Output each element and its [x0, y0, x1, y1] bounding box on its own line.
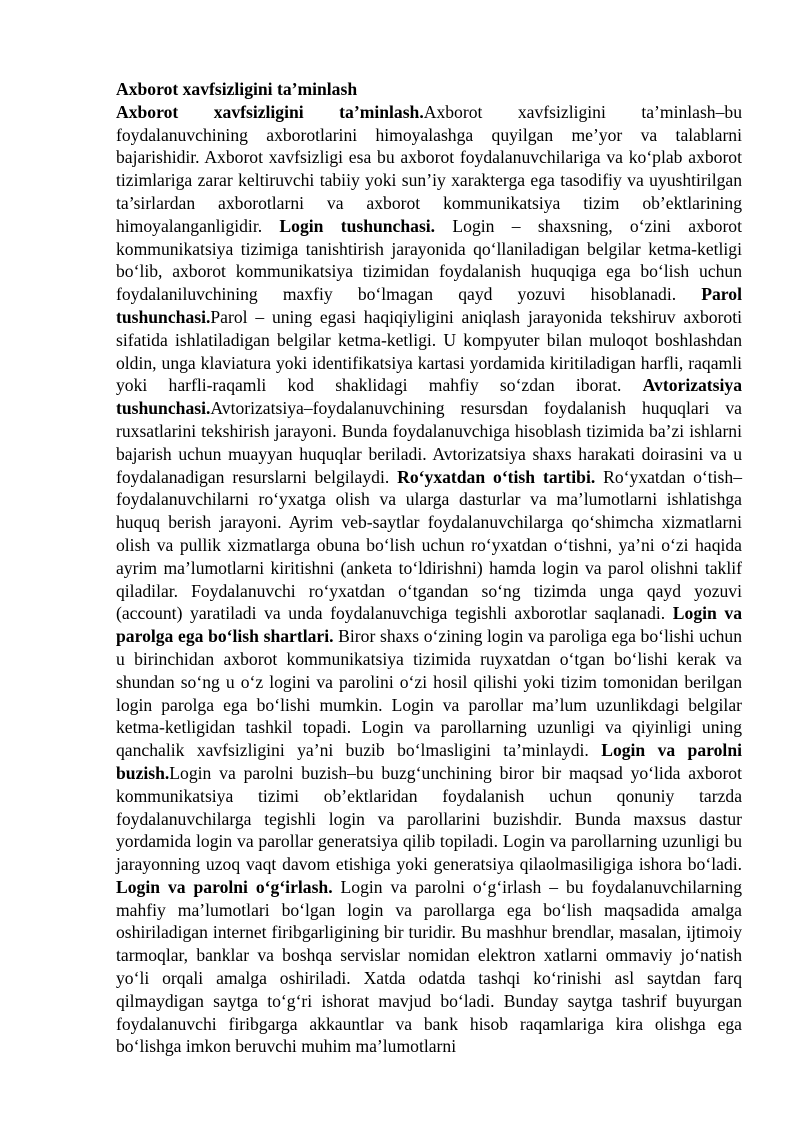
body-paragraph [116, 101, 742, 1058]
text-axborot-xavfsizligi: Axborot xavfsizligini ta’minlash–bu foydalanuvchining axborotlarini himoyalashga quyilgan me’yor va talablarni bajarishidir. Axborot xavfsizligi esa bu axborot foydalanuvchilariga va ko‘plab axborot tizimlariga zarar keltiruvchi tabiiy yoki sun’iy xarakterga ega tasodifiy va uyushtirilgan ta’sirlardan axborotlarni va axborot kommunikatsiya tizim ob’ektlarining himoyalanganligidir. [116, 101, 742, 236]
term-royxatdan-otish: Ro‘yxatdan o‘tish tartibi. [397, 466, 596, 487]
text-login: Login – shaxsning, o‘zini axborot kommunikatsiya tizimiga tanishtirish jarayonida qo‘llaniladigan belgilar ketma-ketligi bo‘lib, axborot kommunikatsiya tizimidan foydalanish huquqiga ega bo‘lish uchun foydalaniluvchining maxfiy bo‘lmagan qayd yozuvi hisoblanadi. [116, 215, 742, 305]
text-login-parol-shartlari: Biror shaxs o‘zining login va paroliga ega bo‘lishi uchun u birinchidan axborot kommunikatsiya tizimida ruyxatdan o‘tgan bo‘lishi kerak va shundan so‘ng u o‘z logini va parolini o‘zi hosil qilishi yoki tizim tomonidan berilgan login parolga ega bo‘lishi mumkin. Login va parollar ma’lum uzunlikdagi belgilar ketma-ketligidan tashkil topadi. Login va parollarning uzunligi va qiyinligi uning qanchalik xavfsizligini ya’ni buzib bo‘lmasligini ta’minlaydi. [116, 626, 742, 761]
term-login-parol-ogirlash: Login va parolni o‘g‘irlash. [116, 876, 333, 897]
term-avtorizatsiya: Avtorizatsiya tushunchasi. [116, 375, 742, 419]
term-login: Login tushunchasi. [279, 215, 436, 236]
text-login-parol-buzish: Login va parolni buzish–bu buzg‘unchining biror bir maqsad yo‘lida axborot kommunikatsiya tizimi ob’ektlaridan foydalanish uchun qonuniy tarzda foydalanuvchilarga tegishli login va parollarini buzishdir. Bunda maxsus dastur yordamida login va parollar generatsiya qilib topiladi. Login va parollarning uzunligi bu jarayonning uzoq vaqt davom etishiga yoki generatsiya qilaolmasiligiga ishora bo‘ladi. [116, 762, 742, 875]
term-login-parol-buzish: Login va parolni buzish. [116, 740, 742, 783]
document-page [116, 78, 742, 1058]
text-parol: Parol – uning egasi haqiqiyligini aniqlash jarayonida tekshiruv axboroti sifatida ishlatiladigan belgilar ketma-ketligi. U kompyuter bilan muloqot boshlashdan oldin, unga klaviatura yoki identifikatsiya kartasi yordamida kiritiladigan harfli, raqamli yoki harfli-raqamli kod shaklidagi mahfiy so‘zdan iborat. [116, 306, 742, 396]
text-login-parol-ogirlash: Login va parolni o‘g‘irlash – bu foydalanuvchilarning mahfiy ma’lumotlari bo‘lgan login va parollarga ega bo‘lish maqsadida amalga oshiriladigan internet firibgarligining bir turidir. Bu mashhur brendlar, masalan, ijtimoiy tarmoqlar, banklar va boshqa servislar nomidan elektron xatlarni ommaviy jo‘natish yo‘li orqali amalga oshiriladi. Xatda odatda tashqi ko‘rinishi asl saytdan farq qilmaydigan saytga to‘g‘ri ishorat mavjud bo‘ladi. Bunday saytga tashrif buyurgan foydalanuvchi firibgarga akkauntlar va bank hisob raqamlariga kira olishga ega bo‘lishga imkon beruvchi muhim ma’lumotlarni [116, 876, 742, 1057]
document-title: Axborot xavfsizligini ta’minlash [116, 79, 358, 99]
text-royxatdan-otish: Ro‘yxatdan o‘tish– foydalanuvchilarni ro‘yxatga olish va ularga dasturlar va ma’lumotlarni ishlatishga huquq berish jarayoni. Ayrim veb-saytlar foydalanuvchilarga qo‘shimcha xizmatlarni olish va pullik xizmatlarga obuna bo‘lish uchun ro‘yxatdan o‘tishni, ya’ni o‘zi haqida ayrim ma’lumotlarni kiritishni (anketa to‘ldirishni) hamda login va parol olishni taklif qiladilar. Foydalanuvchi ro‘yxatdan o‘tgandan so‘ng tizimda unga qayd yozuvi (account) yaratiladi va unda foydalanuvchiga tegishli axborotlar saqlanadi. [116, 466, 742, 624]
term-parol: Parol tushunchasi. [116, 284, 742, 327]
term-axborot-xavfsizligi: Axborot xavfsizligini ta’minlash. [116, 101, 424, 122]
term-login-parol-shartlari: Login va parolga ega bo‘lish shartlari. [116, 603, 742, 647]
text-avtorizatsiya: Avtorizatsiya–foydalanuvchining resursdan foydalanish huquqlari va ruxsatlarini tekshirish jarayoni. Bunda foydalanuvchiga hisoblash tizimida ba’zi ishlarni bajarish uchun muayyan huquqlar beriladi. Avtorizatsiya shaxs harakati doirasini va u foydalanadigan resurslarni belgilaydi. [116, 398, 742, 487]
